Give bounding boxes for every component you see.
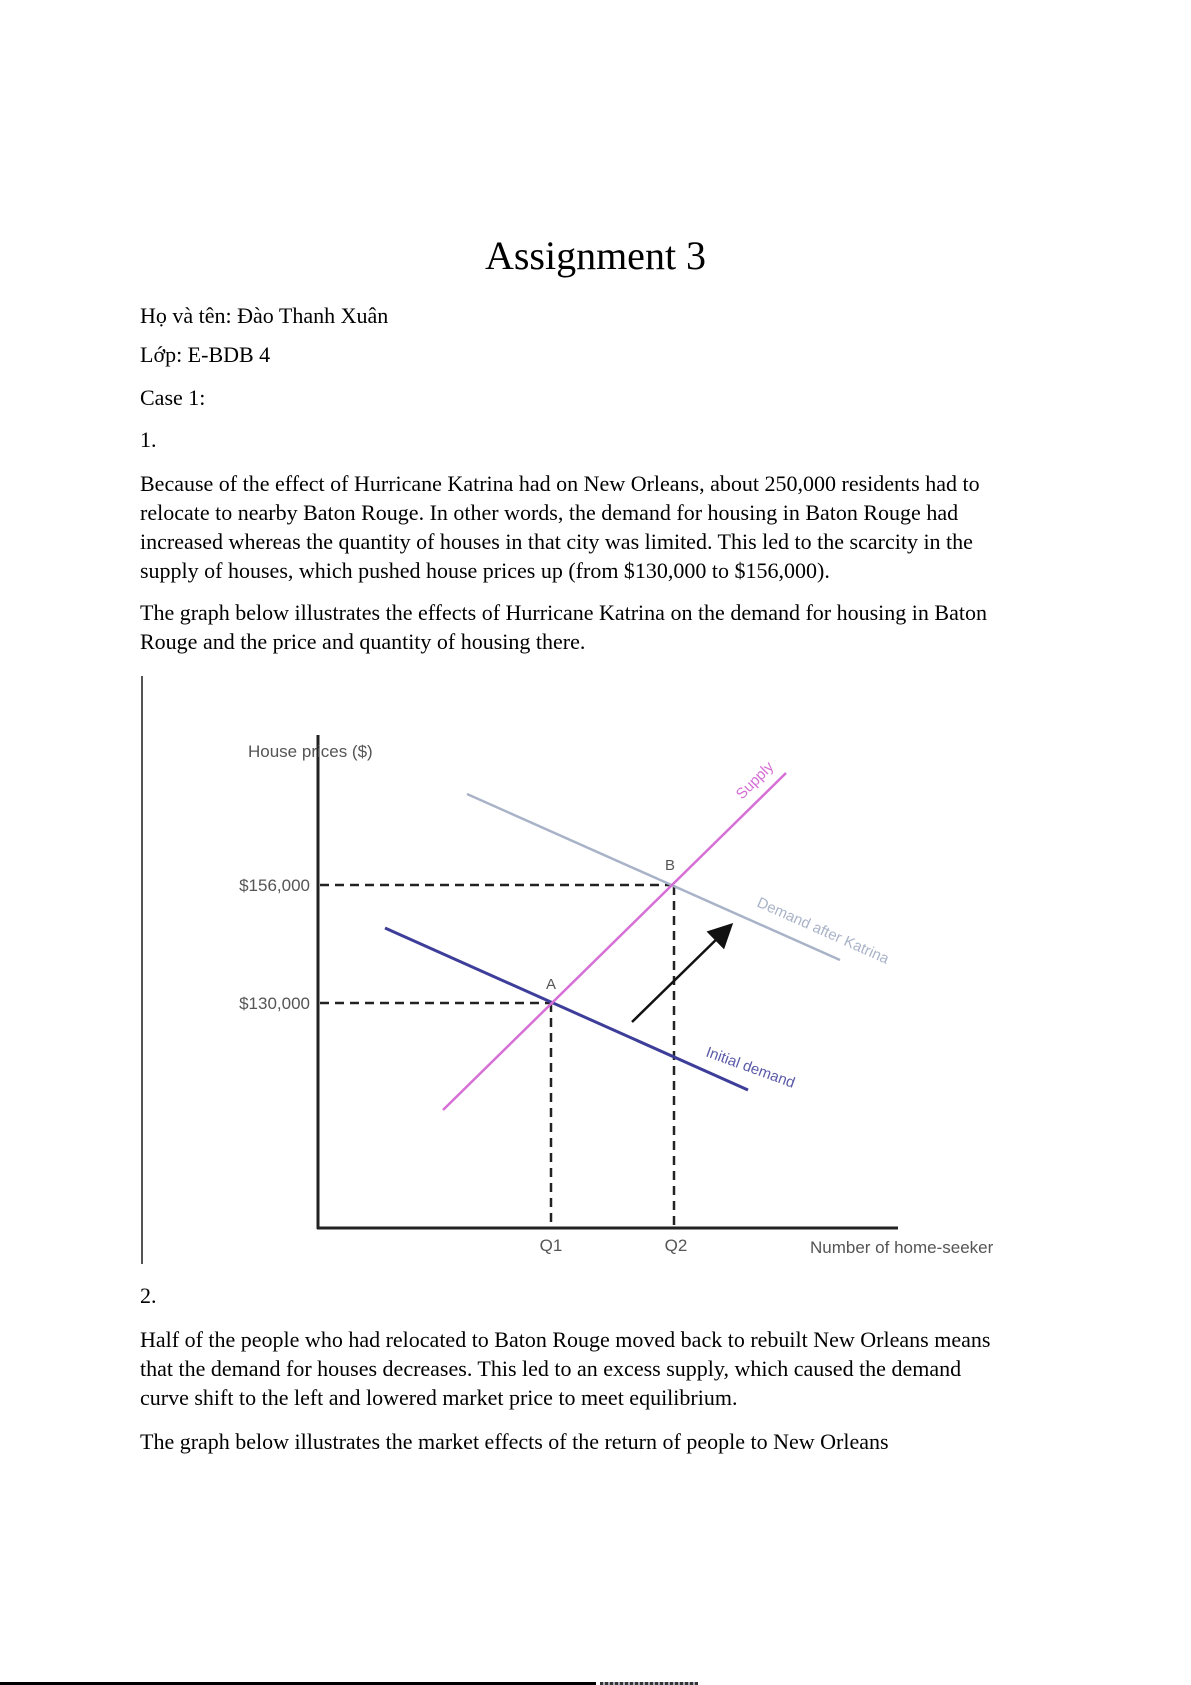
paragraph-line: The graph below illustrates the effects of Hurricane Katrina on the demand for housing in Baton [140, 600, 987, 625]
question-2-paragraph [140, 1325, 1060, 1412]
y-tick-130000: $130,000 [239, 994, 310, 1013]
y-tick-156000: $156,000 [239, 876, 310, 895]
question-1-label: 1. [140, 427, 157, 452]
paragraph-line: supply of houses, which pushed house prices up (from $130,000 to $156,000). [140, 558, 830, 583]
student-class: Lớp: E-BDB 4 [140, 342, 271, 367]
shift-arrow-icon [632, 930, 726, 1022]
x-tick-q1: Q1 [539, 1236, 563, 1255]
initial-demand-label: Initial demand [703, 1043, 798, 1092]
paragraph-line: curve shift to the left and lowered market price to meet equilibrium. [140, 1385, 738, 1410]
x-axis-label: Number of home-seeker [810, 1238, 994, 1257]
case-label: Case 1: [140, 385, 206, 410]
document-title: Assignment 3 [484, 233, 707, 278]
paragraph-line: that the demand for houses decreases. This led to an excess supply, which caused the demand [140, 1356, 962, 1381]
y-axis-label: House prices ($) [248, 742, 373, 761]
point-b-label: B [664, 857, 676, 874]
supply-label: Supply [732, 758, 778, 803]
question-2-label: 2. [140, 1283, 157, 1308]
demand-after-katrina-label: Demand after Katrina [754, 894, 892, 968]
question-2-graph-intro: The graph below illustrates the market effects of the return of people to New Orleans [140, 1429, 889, 1454]
paragraph-line: Half of the people who had relocated to Baton Rouge moved back to rebuilt New Orleans means [140, 1327, 991, 1352]
paragraph-line: Because of the effect of Hurricane Katrina had on New Orleans, about 250,000 residents had to [140, 471, 980, 496]
paragraph-line: increased whereas the quantity of houses in that city was limited. This led to the scarcity in the [140, 529, 973, 554]
initial-demand-curve [385, 928, 748, 1090]
paragraph-line: relocate to nearby Baton Rouge. In other words, the demand for housing in Baton Rouge had [140, 500, 959, 525]
paragraph-line: Rouge and the price and quantity of housing there. [140, 629, 586, 654]
demand-after-katrina-curve [467, 794, 840, 960]
point-a-label: A [545, 976, 557, 993]
student-name: Họ và tên: Đào Thanh Xuân [140, 303, 389, 328]
x-tick-q2: Q2 [664, 1236, 688, 1255]
